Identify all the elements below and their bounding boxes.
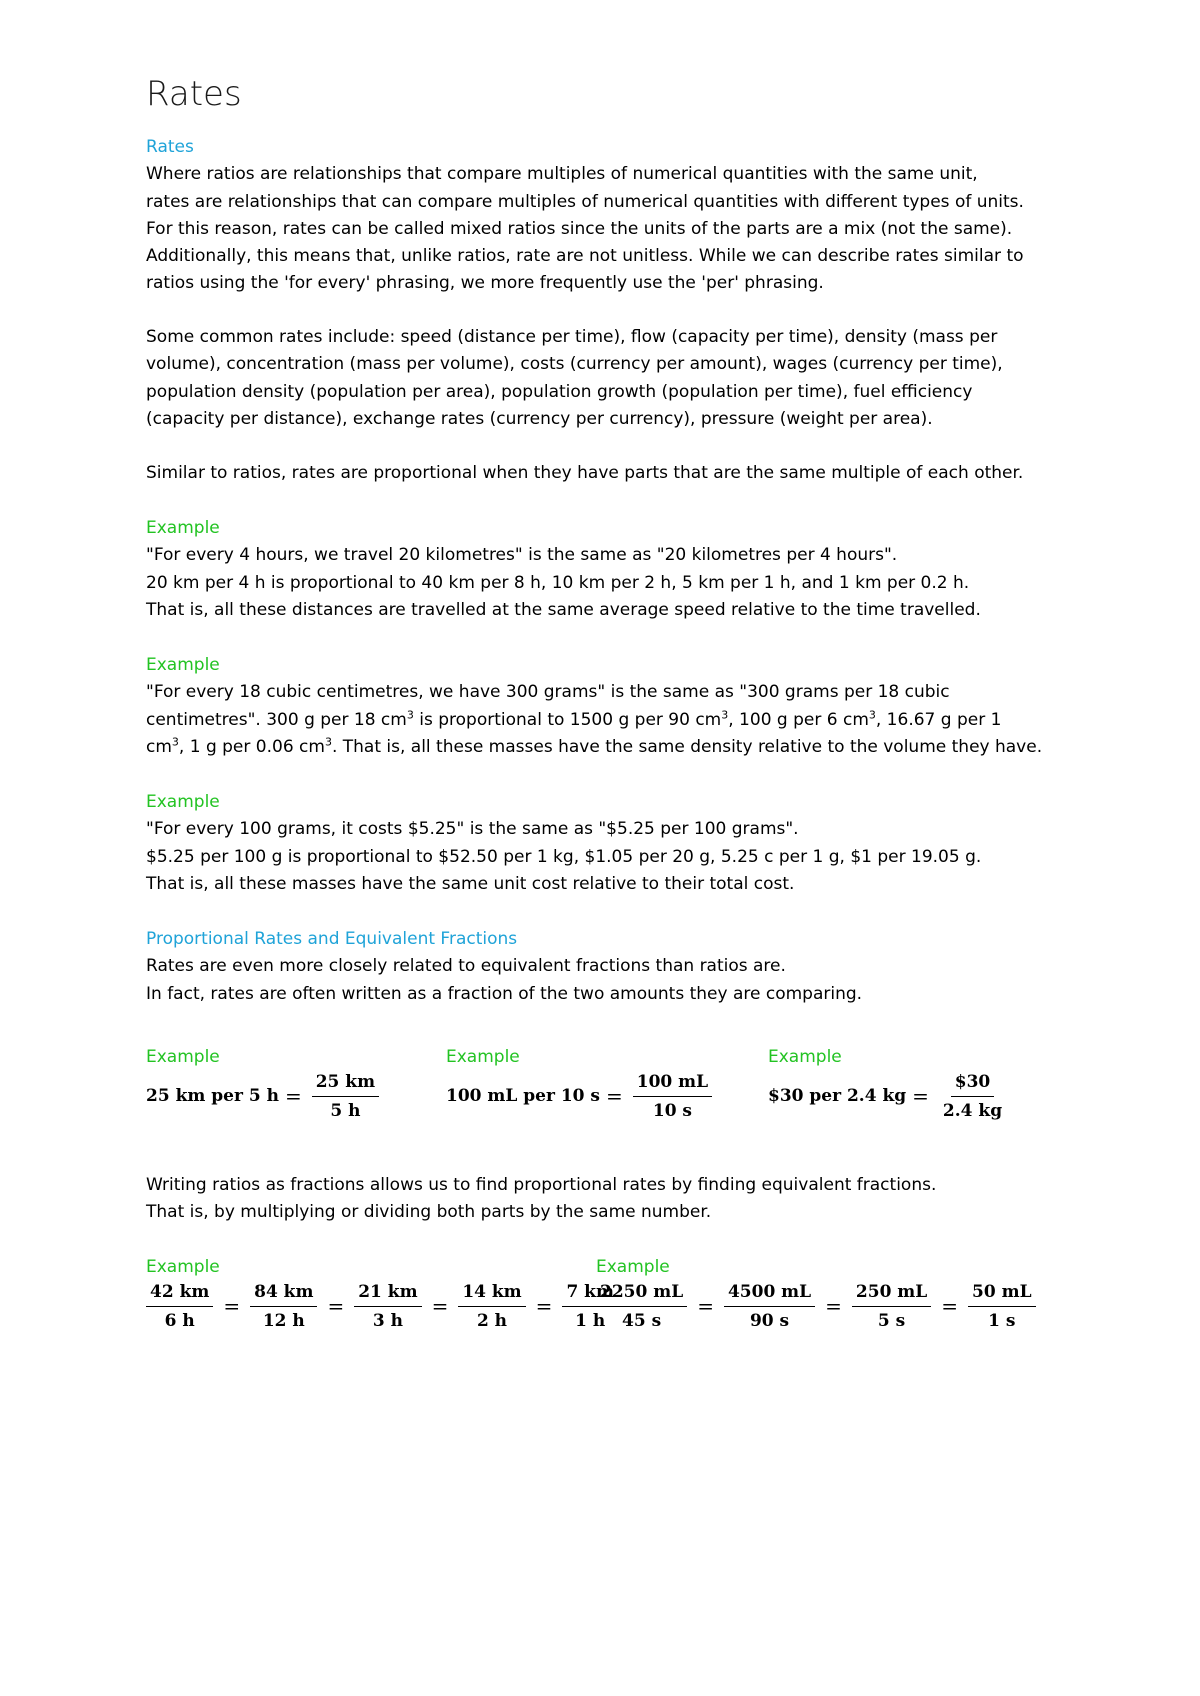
fraction — [724, 1281, 815, 1332]
example-label: Example — [768, 1047, 842, 1067]
denominator: 10 s — [652, 1101, 693, 1122]
fraction-chain — [596, 1281, 1040, 1332]
superscript: 3 — [868, 707, 876, 721]
superscript: 3 — [324, 735, 332, 749]
equals-sign: = — [431, 1294, 449, 1319]
chain-example-km — [146, 1254, 622, 1332]
numerator: 21 km — [354, 1281, 421, 1307]
fraction — [312, 1071, 379, 1122]
denominator: 12 h — [262, 1311, 305, 1332]
fraction-example-3 — [768, 1044, 1010, 1122]
equals-sign: = — [697, 1294, 714, 1319]
proportional-rates-section — [146, 926, 1106, 1008]
example-line: That is, all these masses have the same unit cost relative to their total cost. — [146, 873, 795, 894]
fraction — [633, 1071, 712, 1122]
fraction-equation — [446, 1071, 716, 1122]
denominator: 2.4 kg — [942, 1101, 1003, 1122]
paragraph-line: ratios using the 'for every' phrasing, we more frequently use the 'per' phrasing. — [146, 273, 824, 294]
paragraph-line: For this reason, rates can be called mixed ratios since the units of the parts are a mix (not the same). — [146, 218, 1013, 239]
paragraph-line: Where ratios are relationships that compare multiples of numerical quantities with the same unit, — [146, 164, 978, 185]
fraction-chain — [146, 1281, 622, 1332]
numerator: 7 km — [562, 1281, 618, 1307]
page-title: Rates — [146, 74, 242, 114]
numerator: 84 km — [250, 1281, 317, 1307]
example-label: Example — [146, 792, 220, 812]
equals-sign: = — [223, 1294, 241, 1319]
paragraph-line: In fact, rates are often written as a fraction of the two amounts they are comparing. — [146, 983, 863, 1004]
section-heading-rates: Rates — [146, 137, 194, 157]
text-fragment: , 1 g per 0.06 cm — [178, 736, 325, 757]
numerator: 50 mL — [968, 1281, 1036, 1307]
superscript: 3 — [406, 707, 414, 721]
denominator: 1 h — [575, 1311, 606, 1332]
numerator: 4500 mL — [724, 1281, 815, 1307]
numerator: 14 km — [458, 1281, 525, 1307]
text-fragment: , 100 g per 6 cm — [728, 709, 869, 730]
proportional-paragraph — [146, 460, 1106, 487]
paragraph-line: Additionally, this means that, unlike ratios, rate are not unitless. While we can describe rates similar to — [146, 246, 1024, 267]
numerator: 42 km — [146, 1281, 213, 1307]
superscript: 3 — [721, 707, 729, 721]
example-label: Example — [596, 1257, 670, 1277]
paragraph-line: population density (population per area), population growth (population per time), fuel efficiency — [146, 381, 973, 402]
paragraph-line: (capacity per distance), exchange rates (currency per currency), pressure (weight per area). — [146, 408, 933, 429]
denominator: 90 s — [749, 1311, 790, 1332]
paragraph-line: Similar to ratios, rates are proportional when they have parts that are the same multiple of each other. — [146, 463, 1024, 483]
text-fragment: , 16.67 g per 1 — [875, 709, 1002, 730]
fraction — [939, 1071, 1006, 1122]
chain-example-ml — [596, 1254, 1040, 1332]
example-line: "For every 4 hours, we travel 20 kilometres" is the same as "20 kilometres per 4 hours". — [146, 545, 898, 566]
denominator: 2 h — [476, 1311, 508, 1332]
equation-lhs: 100 mL per 10 s — [446, 1086, 600, 1107]
common-rates-paragraph — [146, 324, 1106, 433]
equals-sign: = — [606, 1084, 623, 1109]
denominator: 5 s — [877, 1311, 906, 1332]
example-line — [146, 734, 1106, 761]
example-speed — [146, 515, 1106, 624]
fraction-example-1 — [146, 1044, 383, 1122]
fraction — [354, 1281, 421, 1332]
denominator: 45 s — [622, 1311, 662, 1332]
example-label: Example — [146, 1047, 220, 1067]
text-fragment: centimetres". 300 g per 18 cm — [146, 709, 407, 730]
equals-sign: = — [912, 1084, 929, 1109]
section-heading-proportional: Proportional Rates and Equivalent Fractions — [146, 929, 518, 949]
fraction-equation — [768, 1071, 1010, 1122]
fraction — [968, 1281, 1036, 1332]
denominator: 1 s — [988, 1311, 1016, 1332]
example-line: That is, all these distances are travelled at the same average speed relative to the time travelled. — [146, 599, 981, 620]
paragraph-line: Rates are even more closely related to equivalent fractions than ratios are. — [146, 956, 786, 977]
example-label: Example — [146, 1257, 220, 1277]
paragraph-line: Some common rates include: speed (distance per time), flow (capacity per time), density (mass per — [146, 327, 998, 347]
equals-sign: = — [535, 1294, 553, 1319]
paragraph-line: volume), concentration (mass per volume), costs (currency per amount), wages (currency per time), — [146, 354, 1003, 375]
fraction — [458, 1281, 525, 1332]
fraction — [250, 1281, 317, 1332]
equation-lhs: 25 km per 5 h — [146, 1086, 279, 1107]
equation-lhs: $30 per 2.4 kg — [768, 1086, 907, 1107]
example-label: Example — [146, 655, 220, 675]
equals-sign: = — [327, 1294, 345, 1319]
text-fragment: . That is, all these masses have the same density relative to the volume they have. — [331, 736, 1043, 757]
equals-sign: = — [284, 1084, 302, 1109]
fraction — [596, 1281, 687, 1332]
denominator: 3 h — [372, 1311, 403, 1332]
paragraph-line: Writing ratios as fractions allows us to find proportional rates by finding equivalent fractions. — [146, 1175, 937, 1195]
rates-section — [146, 134, 1106, 298]
example-density — [146, 652, 1106, 761]
example-line: "For every 100 grams, it costs $5.25" is the same as "$5.25 per 100 grams". — [146, 819, 799, 840]
equals-sign: = — [941, 1294, 959, 1319]
numerator: 25 km — [312, 1071, 379, 1097]
fraction — [852, 1281, 931, 1332]
numerator: 100 mL — [633, 1071, 712, 1097]
equals-sign: = — [825, 1294, 842, 1319]
writing-ratios-paragraph — [146, 1172, 1106, 1227]
example-line — [146, 707, 1106, 734]
paragraph-line: rates are relationships that can compare multiples of numerical quantities with different types of units. — [146, 191, 1024, 212]
denominator: 5 h — [330, 1101, 361, 1122]
fraction-example-2 — [446, 1044, 716, 1122]
fraction — [146, 1281, 213, 1332]
numerator: $30 — [951, 1071, 995, 1097]
paragraph-line: That is, by multiplying or dividing both parts by the same number. — [146, 1202, 712, 1223]
text-fragment: is proportional to 1500 g per 90 cm — [413, 709, 722, 730]
example-cost — [146, 789, 1106, 898]
example-label: Example — [446, 1047, 520, 1067]
example-label: Example — [146, 518, 220, 538]
example-line: 20 km per 4 h is proportional to 40 km per 8 h, 10 km per 2 h, 5 km per 1 h, and 1 km per 0.2 h. — [146, 572, 970, 593]
numerator: 250 mL — [852, 1281, 931, 1307]
example-line: $5.25 per 100 g is proportional to $52.50 per 1 kg, $1.05 per 20 g, 5.25 c per 1 g, $1 per 19.05 g. — [146, 846, 982, 867]
numerator: 2250 mL — [596, 1281, 687, 1307]
superscript: 3 — [171, 735, 179, 749]
fraction-equation — [146, 1071, 383, 1122]
denominator: 6 h — [164, 1311, 195, 1332]
example-line: "For every 18 cubic centimetres, we have 300 grams" is the same as "300 grams per 18 cubic — [146, 682, 950, 703]
text-fragment: cm — [146, 736, 172, 757]
